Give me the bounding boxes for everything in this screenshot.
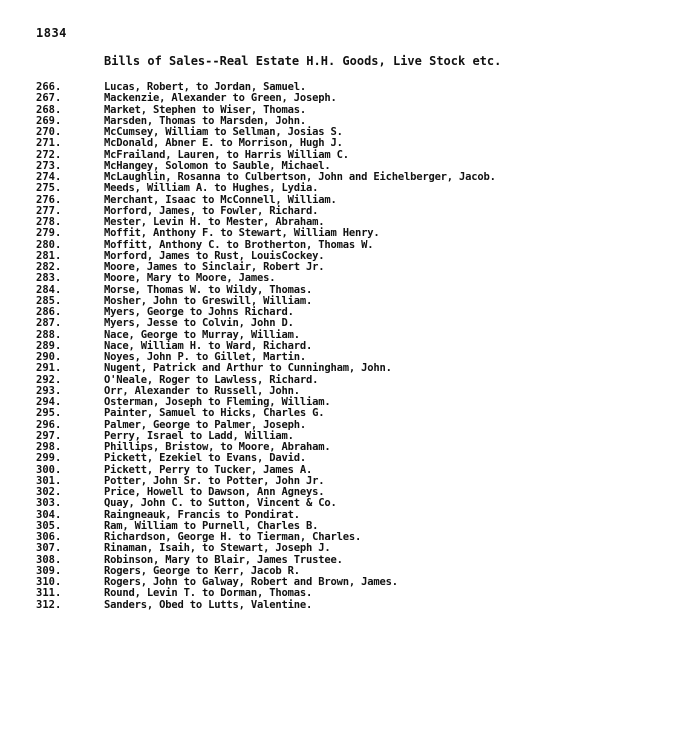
entry-number: 285. [36, 294, 62, 307]
list-item [36, 588, 496, 599]
entry-text: Rinaman, Isaih, to Stewart, Joseph J. [104, 542, 331, 555]
entry-text: Round, Levin T. to Dorman, Thomas. [104, 587, 313, 600]
list-item [36, 183, 496, 194]
entry-text: Painter, Samuel to Hicks, Charles G. [104, 407, 325, 420]
entry-text: Moore, Mary to Moore, James. [104, 272, 276, 285]
entry-text: Nace, George to Murray, William. [104, 328, 300, 341]
entry-number: 291. [36, 362, 62, 375]
entry-number: 307. [36, 542, 62, 555]
entry-text: Price, Howell to Dawson, Ann Agneys. [104, 486, 325, 498]
entry-number: 309. [36, 564, 62, 577]
entry-number: 266. [36, 81, 62, 93]
entry-text: Pickett, Perry to Tucker, James A. [104, 463, 313, 476]
entry-text: Moore, James to Sinclair, Robert Jr. [104, 261, 325, 273]
entry-text: O'Neale, Roger to Lawless, Richard. [104, 373, 319, 386]
list-item [36, 93, 496, 104]
entry-number: 312. [36, 598, 62, 611]
entry-number: 284. [36, 283, 62, 296]
entry-number: 302. [36, 486, 62, 498]
entry-number: 303. [36, 497, 62, 510]
entry-text: Raingneauk, Francis to Pondirat. [104, 508, 300, 521]
entry-number: 292. [36, 373, 62, 386]
entry-text: Marsden, Thomas to Marsden, John. [104, 114, 307, 127]
entry-number: 288. [36, 328, 62, 341]
entry-number: 297. [36, 429, 62, 442]
entry-text: Ram, William to Purnell, Charles B. [104, 519, 319, 532]
entry-text: McHangey, Solomon to Sauble, Michael. [104, 159, 331, 172]
entry-number: 270. [36, 126, 62, 138]
list-item [36, 453, 496, 464]
entry-number: 308. [36, 553, 62, 566]
entry-number: 287. [36, 317, 62, 330]
entry-text: Myers, Jesse to Colvin, John D. [104, 317, 294, 330]
list-item [36, 363, 496, 374]
entry-number: 306. [36, 531, 62, 543]
page-heading: Bills of Sales--Real Estate H.H. Goods, Live Stock etc. [104, 54, 502, 68]
entry-text: Richardson, George H. to Tierman, Charles. [104, 531, 362, 543]
entry-text: Moffitt, Anthony C. to Brotherton, Thomas W. [104, 238, 374, 251]
entry-number: 299. [36, 452, 62, 465]
entry-number: 268. [36, 103, 62, 116]
entry-number: 300. [36, 463, 62, 476]
entry-number: 298. [36, 441, 62, 453]
entry-text: Lucas, Robert, to Jordan, Samuel. [104, 81, 307, 93]
entry-number: 290. [36, 351, 62, 363]
entry-number: 294. [36, 396, 62, 408]
entry-number: 293. [36, 384, 62, 397]
entry-number: 280. [36, 238, 62, 251]
entry-text: McFrailand, Lauren, to Harris William C. [104, 148, 349, 161]
entry-text: Orr, Alexander to Russell, John. [104, 384, 300, 397]
entry-text: Potter, John Sr. to Potter, John Jr. [104, 474, 325, 487]
list-item [36, 228, 496, 239]
entry-number: 304. [36, 508, 62, 521]
list-item [36, 138, 496, 149]
entry-number: 305. [36, 519, 62, 532]
entry-number: 283. [36, 272, 62, 285]
entry-number: 289. [36, 339, 62, 352]
entry-text: Osterman, Joseph to Fleming, William. [104, 396, 331, 408]
entry-number: 271. [36, 137, 62, 150]
list-item [36, 318, 496, 329]
entry-text: Merchant, Isaac to McConnell, William. [104, 193, 337, 206]
entry-text: Mester, Levin H. to Mester, Abraham. [104, 216, 325, 228]
entry-text: Nugent, Patrick and Arthur to Cunningham, John. [104, 362, 392, 375]
entry-number: 282. [36, 261, 62, 273]
entry-text: Morse, Thomas W. to Wildy, Thomas. [104, 283, 313, 296]
entry-text: McCumsey, William to Sellman, Josias S. [104, 126, 343, 138]
entry-text: Mackenzie, Alexander to Green, Joseph. [104, 92, 337, 105]
entry-text: Morford, James, to Fowler, Richard. [104, 204, 319, 217]
entry-text: Noyes, John P. to Gillet, Martin. [104, 351, 307, 363]
entry-text: Nace, William H. to Ward, Richard. [104, 339, 313, 352]
entry-text: McDonald, Abner E. to Morrison, Hugh J. [104, 137, 343, 150]
entry-text: Meeds, William A. to Hughes, Lydia. [104, 182, 319, 195]
entry-text: Morford, James to Rust, LouisCockey. [104, 249, 325, 262]
entry-number: 286. [36, 306, 62, 318]
entry-number: 267. [36, 92, 62, 105]
entry-number: 272. [36, 148, 62, 161]
entry-number: 275. [36, 182, 62, 195]
list-item [36, 543, 496, 554]
page-year: 1834 [36, 26, 67, 40]
entry-text: Perry, Israel to Ladd, William. [104, 429, 294, 442]
entry-text: Moffit, Anthony F. to Stewart, William Henry. [104, 227, 380, 240]
entry-text: Myers, George to Johns Richard. [104, 306, 294, 318]
entry-number: 295. [36, 407, 62, 420]
entry-text: Rogers, John to Galway, Robert and Brown, James. [104, 576, 398, 588]
entry-text: Mosher, John to Greswill, William. [104, 294, 313, 307]
entry-number: 301. [36, 474, 62, 487]
entry-number: 274. [36, 171, 62, 183]
entry-number: 311. [36, 587, 62, 600]
entry-number: 277. [36, 204, 62, 217]
entry-text: Sanders, Obed to Lutts, Valentine. [104, 598, 313, 611]
entry-text: Rogers, George to Kerr, Jacob R. [104, 564, 300, 577]
list-item [36, 273, 496, 284]
entry-text: Palmer, George to Palmer, Joseph. [104, 418, 307, 431]
entry-number: 310. [36, 576, 62, 588]
entry-number: 279. [36, 227, 62, 240]
entry-text: Market, Stephen to Wiser, Thomas. [104, 103, 307, 116]
entry-text: Quay, John C. to Sutton, Vincent & Co. [104, 497, 337, 510]
list-item [36, 408, 496, 419]
entry-number: 276. [36, 193, 62, 206]
entry-number: 269. [36, 114, 62, 127]
entry-number: 278. [36, 216, 62, 228]
entry-text: Phillips, Bristow, to Moore, Abraham. [104, 441, 331, 453]
entry-text: Pickett, Ezekiel to Evans, David. [104, 452, 307, 465]
entry-list [36, 82, 496, 611]
entry-text: Robinson, Mary to Blair, James Trustee. [104, 553, 343, 566]
entry-number: 281. [36, 249, 62, 262]
entry-number: 273. [36, 159, 62, 172]
entry-number: 296. [36, 418, 62, 431]
list-item [36, 498, 496, 509]
list-item [36, 600, 496, 611]
entry-text: McLaughlin, Rosanna to Culbertson, John and Eichelberger, Jacob. [104, 171, 496, 183]
